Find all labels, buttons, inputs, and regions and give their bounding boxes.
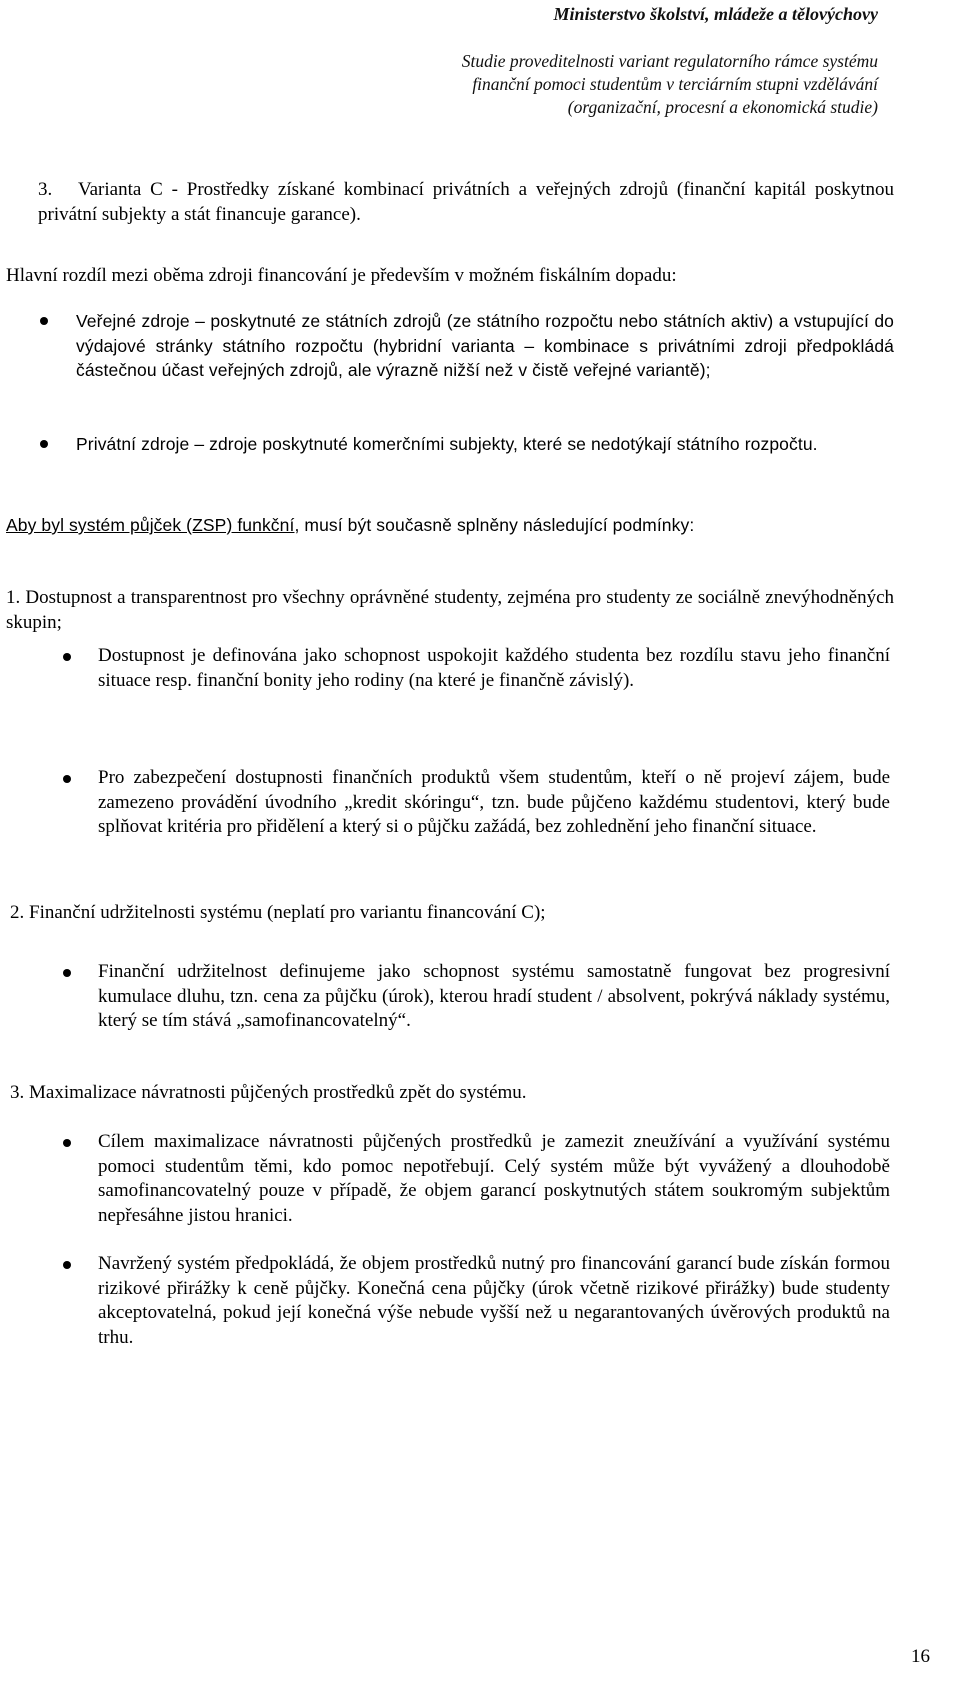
condition-1-bullet-2: Pro zabezpečení dostupnosti finančních produktů všem studentům, kteří o ně projeví zájem, bude zamezeno provádění úvodního „kredit skóringu“, tzn. bude půjčeno každému studentovi, který bude splňovat kritéria pro přidělení a který si o půjčku zažádá, bez zohlednění jeho finanční situace. — [98, 767, 890, 837]
bullet-icon — [40, 440, 48, 448]
study-title-line-1: Studie proveditelnosti variant regulatorního rámce systému — [461, 51, 878, 71]
condition-2-bullet-1: Finanční udržitelnost definujeme jako schopnost systému samostatně fungovat bez progresivní kumulace dluhu, tzn. cena za půjčku (úrok), kterou hradí student / absolvent, pokrývá náklady systému, který se tím stává „samofinancovatelný“. — [98, 961, 890, 1031]
bullet-icon — [63, 969, 71, 977]
variant-c-number: 3. — [38, 179, 53, 200]
study-title-line-3: (organizační, procesní a ekonomická studie) — [567, 97, 878, 117]
funding-source-private: Privátní zdroje – zdroje poskytnuté komerčními subjekty, které se nedotýkají státního rozpočtu. — [76, 434, 818, 454]
ministry-name: Ministerstvo školství, mládeže a tělovýchovy — [553, 4, 878, 24]
condition-2-title: 2. Finanční udržitelnosti systému (neplatí pro variantu financování C); — [10, 902, 546, 923]
condition-3-bullet-2: Navržený systém předpokládá, že objem prostředků nutný pro financování garancí bude získán formou rizikové přirážky k ceně půjčky. Konečná cena půjčky (úrok včetně rizikové přirážky) bude studenty akceptovatelná, pokud její konečná výše nebude vyšší než u negarantovaných úvěrových produktů na trhu. — [98, 1253, 890, 1348]
conditions-intro-underlined: Aby byl systém půjček (ZSP) funkční — [6, 515, 295, 535]
main-difference-paragraph: Hlavní rozdíl mezi oběma zdroji financování je především v možném fiskálním dopadu: — [6, 265, 677, 286]
variant-c-item — [38, 178, 894, 227]
study-title-line-2: finanční pomoci studentům v terciárním stupni vzdělávání — [472, 74, 878, 94]
condition-1-bullet-1: Dostupnost je definována jako schopnost uspokojit každého studenta bez rozdílu stavu jeho finanční situace resp. finanční bonity jeho rodiny (na které je finančně závislý). — [98, 645, 890, 691]
bullet-icon — [63, 1139, 71, 1147]
funding-source-public: Veřejné zdroje – poskytnuté ze státních zdrojů (ze státního rozpočtu nebo státních aktiv) a vstupující do výdajové stránky státního rozpočtu (hybridní varianta – kombinace s privátními zdroji předpokládá částečnou účast veřejných zdrojů, ale výrazně nižší než v čistě veřejné variantě); — [76, 311, 894, 380]
page-number: 16 — [911, 1646, 930, 1667]
conditions-intro — [6, 513, 894, 538]
bullet-icon — [40, 317, 48, 325]
bullet-icon — [63, 775, 71, 783]
page-header — [462, 4, 878, 119]
condition-3-bullet-1: Cílem maximalizace návratnosti půjčených prostředků je zamezit zneužívání a využívání systému pomoci studentům těmi, kdo pomoc nepotřebují. Celý systém může být vyvážený a dlouhodobě samofinancovatelný pouze v případě, že objem garancí poskytnutých státem soukromým subjektům nepřesáhne jistou hranici. — [98, 1131, 890, 1226]
bullet-icon — [63, 653, 71, 661]
condition-1-title: 1. Dostupnost a transparentnost pro všechny oprávněné studenty, zejména pro studenty ze sociálně znevýhodněných skupin; — [6, 587, 894, 633]
condition-3-title: 3. Maximalizace návratnosti půjčených prostředků zpět do systému. — [10, 1082, 527, 1103]
variant-c-text: Varianta C - Prostředky získané kombinací privátních a veřejných zdrojů (finanční kapitál poskytnou privátní subjekty a stát financuje garance). — [38, 179, 894, 225]
bullet-icon — [63, 1261, 71, 1269]
conditions-intro-rest: , musí být současně splněny následující podmínky: — [294, 515, 695, 535]
